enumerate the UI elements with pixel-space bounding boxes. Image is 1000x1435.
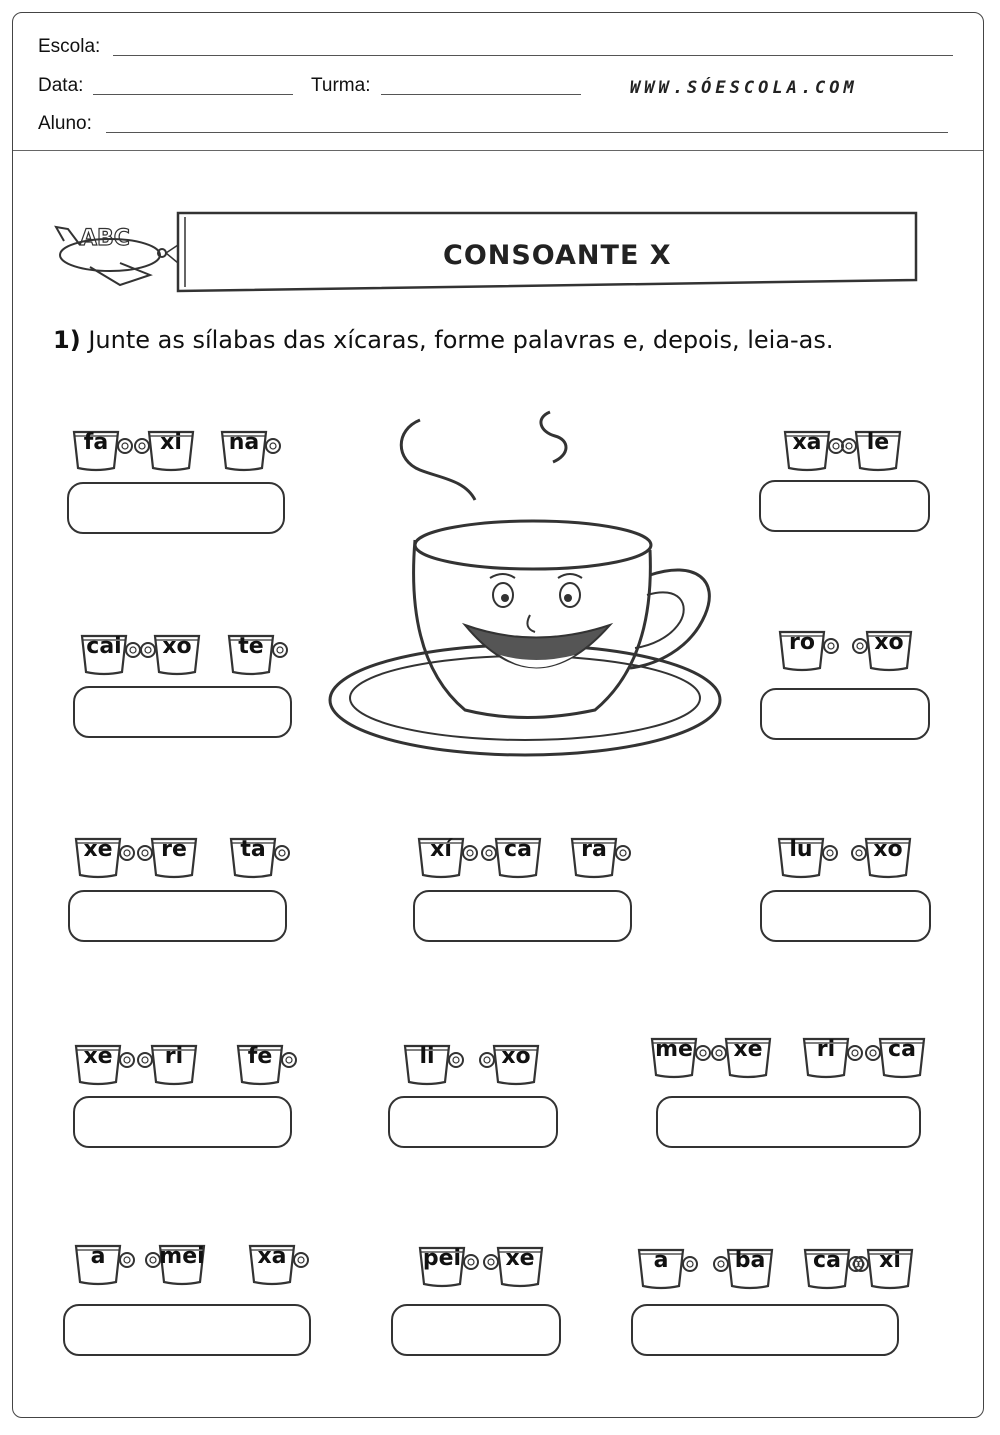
syllable-cup <box>229 835 277 879</box>
syllable-cup <box>220 428 268 472</box>
syllable-cup <box>864 835 912 879</box>
answer-box[interactable] <box>760 890 931 942</box>
syllable-label: xi <box>879 1248 901 1273</box>
syllable-cup <box>150 1042 198 1086</box>
syllable-cup <box>637 1246 685 1290</box>
aluno-field[interactable] <box>106 132 948 133</box>
syllable-label: na <box>228 430 260 455</box>
syllable-label: ba <box>734 1248 766 1273</box>
syllable-cup <box>417 835 465 879</box>
svg-text:ABC: ABC <box>80 226 130 251</box>
instruction <box>53 326 834 354</box>
syllable-cup <box>854 428 902 472</box>
syllable-label: me <box>655 1037 693 1062</box>
syllable-cup <box>570 835 618 879</box>
syllable-label: xo <box>873 837 903 862</box>
aluno-label: Aluno: <box>38 113 92 134</box>
syllable-cup <box>492 1042 540 1086</box>
syllable-cup <box>403 1042 451 1086</box>
answer-box[interactable] <box>388 1096 558 1148</box>
syllable-label: pei <box>422 1246 462 1271</box>
syllable-label: a <box>90 1244 106 1269</box>
answer-box[interactable] <box>391 1304 561 1356</box>
syllable-label: xe <box>83 837 113 862</box>
syllable-cup <box>74 1042 122 1086</box>
data-label: Data: <box>38 75 84 96</box>
syllable-label: fe <box>247 1044 273 1069</box>
syllable-label: lu <box>789 837 813 862</box>
syllable-label: ra <box>581 837 607 862</box>
syllable-label: xo <box>874 630 904 655</box>
syllable-cup <box>494 835 542 879</box>
syllable-label: xa <box>257 1244 287 1269</box>
syllable-cup <box>726 1246 774 1290</box>
data-field[interactable] <box>93 94 293 95</box>
answer-box[interactable] <box>63 1304 311 1356</box>
syllable-label: re <box>161 837 187 862</box>
syllable-label: fa <box>83 430 109 455</box>
syllable-label: xe <box>505 1246 535 1271</box>
smiling-cup-icon <box>325 410 735 760</box>
syllable-label: xa <box>792 430 822 455</box>
syllable-label: ca <box>504 837 532 862</box>
syllable-label: ca <box>813 1248 841 1273</box>
answer-box[interactable] <box>413 890 632 942</box>
answer-box[interactable] <box>68 890 287 942</box>
syllable-cup <box>227 632 275 676</box>
syllable-label: ri <box>164 1044 184 1069</box>
syllable-label: xí <box>430 837 452 862</box>
escola-field[interactable] <box>113 55 953 56</box>
syllable-cup <box>153 632 201 676</box>
syllable-label: ca <box>888 1037 916 1062</box>
syllable-cup <box>248 1242 296 1286</box>
syllable-cup <box>866 1246 914 1290</box>
syllable-label: le <box>866 430 890 455</box>
syllable-cup <box>878 1035 926 1079</box>
answer-box[interactable] <box>73 686 292 738</box>
answer-box[interactable] <box>73 1096 292 1148</box>
answer-box[interactable] <box>760 688 930 740</box>
syllable-cup <box>783 428 831 472</box>
site-url: WWW.SÓESCOLA.COM <box>630 78 858 98</box>
syllable-cup <box>802 1035 850 1079</box>
syllable-label: ta <box>240 837 266 862</box>
syllable-label: mei <box>159 1244 205 1269</box>
syllable-cup <box>74 1242 122 1286</box>
header-divider <box>13 150 983 151</box>
syllable-cup <box>724 1035 772 1079</box>
syllable-label: te <box>238 634 264 659</box>
syllable-cup <box>778 628 826 672</box>
syllable-cup <box>496 1244 544 1288</box>
syllable-cup <box>865 628 913 672</box>
syllable-cup <box>418 1244 466 1288</box>
syllable-label: xe <box>83 1044 113 1069</box>
syllable-cup <box>80 632 128 676</box>
syllable-cup <box>650 1035 698 1079</box>
answer-box[interactable] <box>631 1304 899 1356</box>
answer-box[interactable] <box>759 480 930 532</box>
syllable-cup <box>147 428 195 472</box>
turma-field[interactable] <box>381 94 581 95</box>
syllable-label: cai <box>86 634 122 659</box>
answer-box[interactable] <box>67 482 285 534</box>
syllable-cup <box>803 1246 851 1290</box>
syllable-label: ro <box>789 630 815 655</box>
syllable-label: xo <box>162 634 192 659</box>
syllable-cup <box>150 835 198 879</box>
syllable-label: ri <box>816 1037 836 1062</box>
syllable-label: li <box>419 1044 435 1069</box>
turma-label: Turma: <box>311 75 371 96</box>
escola-label: Escola: <box>38 36 101 57</box>
instruction-text: Junte as sílabas das xícaras, forme palavras e, depois, leia-as. <box>88 326 834 354</box>
syllable-cup <box>74 835 122 879</box>
syllable-label: xo <box>501 1044 531 1069</box>
instruction-number: 1) <box>53 326 81 354</box>
syllable-label: xe <box>733 1037 763 1062</box>
syllable-cup <box>777 835 825 879</box>
answer-box[interactable] <box>656 1096 921 1148</box>
syllable-label: a <box>653 1248 669 1273</box>
syllable-label: xi <box>160 430 182 455</box>
syllable-cup <box>236 1042 284 1086</box>
worksheet-title: CONSOANTE X <box>443 240 672 271</box>
syllable-cup <box>72 428 120 472</box>
syllable-cup <box>158 1242 206 1286</box>
